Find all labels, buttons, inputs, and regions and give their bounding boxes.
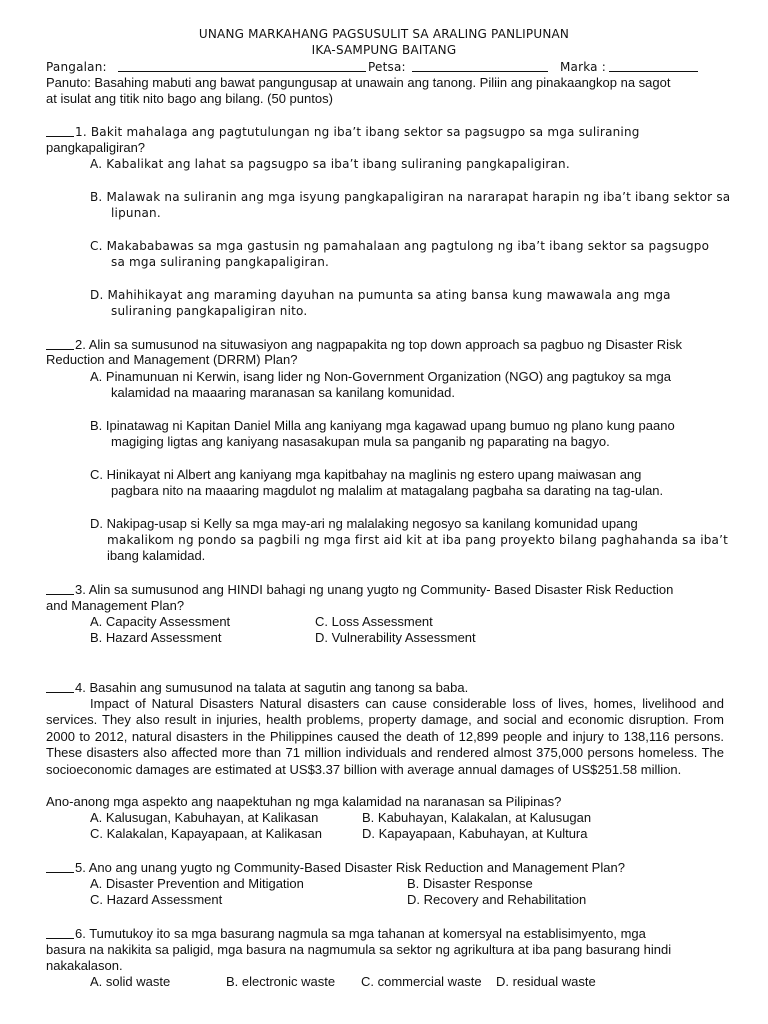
q6-text-line-2: basura na nakikita sa paligid, mga basura na nagmumula sa sektor ng agrikultura at iba pang basurang hindi <box>46 942 672 957</box>
q2-choice-c-line-1: C. Hinikayat ni Albert ang kaniyang mga kapitbahay na maglinis ng estero upang maiwasan ang <box>90 467 642 482</box>
name-blank[interactable] <box>118 59 366 72</box>
q3-choice-b: B. Hazard Assessment <box>90 630 222 645</box>
q4-choice-d: D. Kapayapaan, Kabuhayan, at Kultura <box>362 826 588 841</box>
q5-text-line-1: 5. Ano ang unang yugto ng Community-Based Disaster Risk Reduction and Management Plan? <box>75 860 625 875</box>
q3-answer-blank[interactable] <box>46 582 74 595</box>
q2-choice-b-line-2: magiging ligtas ang kaniyang nasasakupan mula sa panganib ng paparating na bagyo. <box>111 434 610 449</box>
q1-choice-b-line-2: lipunan. <box>111 206 161 220</box>
q4-text-line-1: 4. Basahin ang sumusunod na talata at sagutin ang tanong sa baba. <box>75 680 469 695</box>
q1-choice-b-line-1: B. Malawak na suliranin ang mga isyung pangkapaligiran na nararapat harapin ng iba’t ibang sektor sa <box>90 190 731 204</box>
q1-choice-d-line-2: suliraning pangkapaligiran nito. <box>111 304 308 318</box>
q2-choice-b-line-1: B. Ipinatawag ni Kapitan Daniel Milla ang kaniyang mga kagawad upang bumuo ng plano kung paano <box>90 418 675 433</box>
q2-text-line-1: 2. Alin sa sumusunod na situwasiyon ang nagpapakita ng top down approach sa pagbuo ng Disaster Risk <box>75 337 683 352</box>
q5-choice-c: C. Hazard Assessment <box>90 892 223 907</box>
exam-title: UNANG MARKAHANG PAGSUSULIT SA ARALING PANLIPUNAN <box>198 27 570 41</box>
q6-choice-a: A. solid waste <box>90 974 171 989</box>
q1-text-line-1: 1. Bakit mahalaga ang pagtutulungan ng iba’t ibang sektor sa pagsugpo sa mga suliraning <box>75 125 640 139</box>
q1-choice-c-line-1: C. Makababawas sa mga gastusin ng pamahalaan ang pagtulong ng iba’t ibang sektor sa pagsugpo <box>90 239 710 253</box>
q4-choice-b: B. Kabuhayan, Kalakalan, at Kalusugan <box>362 810 592 825</box>
q4-question: Ano-anong mga aspekto ang naapektuhan ng mga kalamidad na naranasan sa Pilipinas? <box>46 794 562 809</box>
q2-answer-blank[interactable] <box>46 337 74 350</box>
q2-choice-c-line-2: pagbara nito na maaaring magdulot ng malalim at matagalang pagbaha sa darating na tag-ulan. <box>111 483 664 498</box>
q6-choice-b: B. electronic waste <box>226 974 336 989</box>
q6-choice-d: D. residual waste <box>496 974 596 989</box>
grade-level: IKA-SAMPUNG BAITANG <box>311 43 457 57</box>
q2-choice-d-line-3: ibang kalamidad. <box>107 548 206 563</box>
q4-passage: Impact of Natural Disasters Natural disasters can cause considerable loss of lives, homes, livelihood and services. They also result in injuries, health problems, property damage, and social and economic disruption. From 2000 to 2012, natural disasters in the Philippines caused the death of 12,899 people and injury to 138,116 persons. These disasters also affected more than 71 million individuals and rendered almost 375,000 persons homeless. The socioeconomic damages are estimated at US$3.37 billion with average annual damages of US$251.58 million. <box>46 696 724 777</box>
q2-choice-a-line-2: kalamidad na maaaring maranasan sa kanilang komunidad. <box>111 385 455 400</box>
date-label: Petsa: <box>368 60 406 74</box>
q1-answer-blank[interactable] <box>46 124 74 137</box>
q4-choice-a: A. Kalusugan, Kabuhayan, at Kalikasan <box>90 810 319 825</box>
q1-text-line-2: pangkapaligiran? <box>46 140 146 155</box>
q1-choice-a: A. Kabalikat ang lahat sa pagsugpo sa iba’t ibang suliraning pangkapaligiran. <box>90 157 570 171</box>
q3-choice-c: C. Loss Assessment <box>315 614 433 629</box>
date-blank[interactable] <box>412 59 548 72</box>
q6-answer-blank[interactable] <box>46 926 74 939</box>
q1-choice-d-line-1: D. Mahihikayat ang maraming dayuhan na pumunta sa ating bansa kung mawawala ang mga <box>90 288 671 302</box>
q4-choice-c: C. Kalakalan, Kapayapaan, at Kalikasan <box>90 826 322 841</box>
q2-text-line-2: Reduction and Management (DRRM) Plan? <box>46 352 298 367</box>
q5-answer-blank[interactable] <box>46 860 74 873</box>
q2-choice-a-line-1: A. Pinamunuan ni Kerwin, isang lider ng Non-Government Organization (NGO) ang pagtukoy sa mga <box>90 369 671 384</box>
q3-choice-d: D. Vulnerability Assessment <box>315 630 476 645</box>
q3-text-line-2: and Management Plan? <box>46 598 185 613</box>
q3-text-line-1: 3. Alin sa sumusunod ang HINDI bahagi ng unang yugto ng Community- Based Disaster Risk Reduction <box>75 582 674 597</box>
q6-text-line-3: nakakalason. <box>46 958 123 973</box>
q3-choice-a: A. Capacity Assessment <box>90 614 231 629</box>
q2-choice-d-line-1: D. Nakipag-usap si Kelly sa mga may-ari ng malalaking negosyo sa kanilang komunidad upang <box>90 516 638 531</box>
score-blank[interactable] <box>609 59 698 72</box>
q5-choice-a: A. Disaster Prevention and Mitigation <box>90 876 304 891</box>
q2-choice-d-line-2: makalikom ng pondo sa pagbili ng mga first aid kit at iba pang proyekto bilang paghahanda sa iba’t <box>107 533 729 547</box>
q4-answer-blank[interactable] <box>46 680 74 693</box>
q6-text-line-1: 6. Tumutukoy ito sa mga basurang nagmula sa mga tahanan at komersyal na establisimyento, mga <box>75 926 646 941</box>
instructions-line-2: at isulat ang titik nito bago ang bilang. (50 puntos) <box>46 91 333 106</box>
score-label: Marka : <box>560 60 606 74</box>
q1-choice-c-line-2: sa mga suliraning pangkapaligiran. <box>111 255 330 269</box>
q5-choice-b: B. Disaster Response <box>407 876 533 891</box>
q6-choice-c: C. commercial waste <box>361 974 482 989</box>
name-label: Pangalan: <box>46 60 107 74</box>
q5-choice-d: D. Recovery and Rehabilitation <box>407 892 587 907</box>
instructions-line-1: Panuto: Basahing mabuti ang bawat pangungusap at unawain ang tanong. Piliin ang pinakaangkop na sagot <box>46 75 671 90</box>
